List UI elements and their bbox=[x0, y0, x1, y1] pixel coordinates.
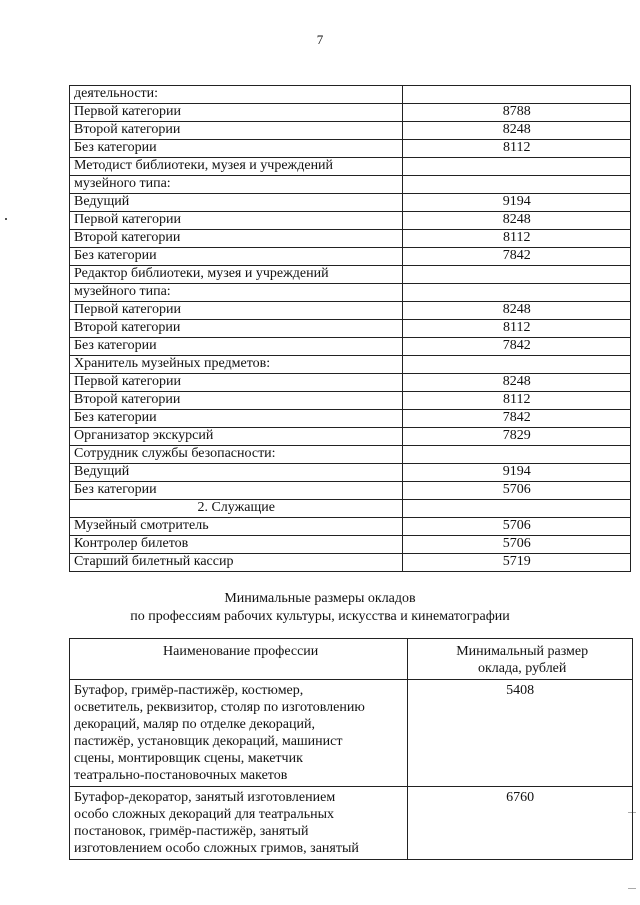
position-label: Без категории bbox=[70, 482, 403, 500]
table-row bbox=[70, 320, 631, 338]
profession-name-line: осветитель, реквизитор, столяр по изготовлению bbox=[74, 700, 365, 715]
salary-value: 5706 bbox=[403, 518, 631, 536]
header-min-salary bbox=[408, 639, 633, 680]
table-row bbox=[70, 302, 631, 320]
section-label: 2. Служащие bbox=[70, 500, 403, 518]
position-label: Второй категории bbox=[70, 392, 403, 410]
table-row bbox=[70, 428, 631, 446]
profession-name-line: пастижёр, установщик декораций, машинист bbox=[74, 734, 343, 749]
table-row bbox=[70, 410, 631, 428]
header-min-salary-line-1: Минимальный размер bbox=[456, 644, 589, 659]
position-label: Первой категории bbox=[70, 374, 403, 392]
salary-value: 8248 bbox=[403, 122, 631, 140]
salary-value: 5719 bbox=[403, 554, 631, 572]
table-row bbox=[70, 787, 633, 860]
profession-name-line: изготовлением особо сложных гримов, занятый bbox=[74, 841, 359, 856]
table-row bbox=[70, 248, 631, 266]
salary-value: 8112 bbox=[403, 320, 631, 338]
salary-value: 8248 bbox=[403, 374, 631, 392]
table-row bbox=[70, 176, 631, 194]
salary-value: 8112 bbox=[403, 230, 631, 248]
table-row bbox=[70, 464, 631, 482]
position-label: Редактор библиотеки, музея и учреждений bbox=[70, 266, 403, 284]
position-label: Без категории bbox=[70, 248, 403, 266]
salary-value: 7842 bbox=[403, 338, 631, 356]
salary-value: 6760 bbox=[408, 787, 633, 860]
profession-name bbox=[70, 787, 408, 860]
profession-name bbox=[70, 680, 408, 787]
section-row bbox=[70, 500, 631, 518]
salary-value: 8788 bbox=[403, 104, 631, 122]
table-row bbox=[70, 680, 633, 787]
salary-value bbox=[403, 176, 631, 194]
salary-value bbox=[403, 158, 631, 176]
salary-value: 7842 bbox=[403, 248, 631, 266]
page-number: 7 bbox=[316, 32, 324, 47]
salary-value bbox=[403, 284, 631, 302]
position-label: Контролер билетов bbox=[70, 536, 403, 554]
position-label: Второй категории bbox=[70, 320, 403, 338]
table-row bbox=[70, 104, 631, 122]
salary-value: 7842 bbox=[403, 410, 631, 428]
positions-salary-table-body bbox=[70, 86, 631, 572]
table-row bbox=[70, 266, 631, 284]
salary-value bbox=[403, 86, 631, 104]
table-row bbox=[70, 338, 631, 356]
position-label: Ведущий bbox=[70, 464, 403, 482]
salary-value: 8248 bbox=[403, 302, 631, 320]
profession-name-line: особо сложных декораций для театральных bbox=[74, 807, 335, 822]
position-label: Методист библиотеки, музея и учреждений bbox=[70, 158, 403, 176]
header-profession-label: Наименование профессии bbox=[163, 644, 319, 659]
salary-value: 5706 bbox=[403, 536, 631, 554]
salary-value: 7829 bbox=[403, 428, 631, 446]
header-profession-name bbox=[70, 639, 408, 680]
salary-value: 8248 bbox=[403, 212, 631, 230]
salary-value bbox=[403, 500, 631, 518]
section-heading-line-1: Минимальные размеры окладов bbox=[224, 591, 416, 606]
position-label: Второй категории bbox=[70, 122, 403, 140]
position-label: Музейный смотритель bbox=[70, 518, 403, 536]
table-row bbox=[70, 230, 631, 248]
professions-salary-table bbox=[69, 638, 633, 860]
profession-name-line: Бутафор-декоратор, занятый изготовлением bbox=[74, 790, 336, 805]
profession-name-line: Бутафор, гримёр-пастижёр, костюмер, bbox=[74, 683, 304, 698]
table-row bbox=[70, 140, 631, 158]
table-row bbox=[70, 554, 631, 572]
table-row bbox=[70, 158, 631, 176]
positions-salary-table bbox=[69, 85, 631, 572]
table-row bbox=[70, 374, 631, 392]
position-label: Первой категории bbox=[70, 104, 403, 122]
salary-value: 5706 bbox=[403, 482, 631, 500]
position-label: Без категории bbox=[70, 140, 403, 158]
salary-value bbox=[403, 266, 631, 284]
position-label: Второй категории bbox=[70, 230, 403, 248]
profession-name-line: театрально-постановочных макетов bbox=[74, 768, 288, 783]
table-row bbox=[70, 536, 631, 554]
table-row bbox=[70, 122, 631, 140]
section-heading-line-2: по профессиям рабочих культуры, искусства и кинематографии bbox=[130, 609, 510, 624]
position-label: музейного типа: bbox=[70, 176, 403, 194]
salary-value: 8112 bbox=[403, 140, 631, 158]
table-row bbox=[70, 392, 631, 410]
position-label: Без категории bbox=[70, 410, 403, 428]
table-row bbox=[70, 482, 631, 500]
table-row bbox=[70, 518, 631, 536]
position-label: Первой категории bbox=[70, 212, 403, 230]
table-header-row bbox=[70, 639, 633, 680]
header-min-salary-line-2: оклада, рублей bbox=[477, 661, 567, 676]
profession-name-line: постановок, гримёр-пастижёр, занятый bbox=[74, 824, 309, 839]
position-label: Хранитель музейных предметов: bbox=[70, 356, 403, 374]
position-label: Организатор экскурсий bbox=[70, 428, 403, 446]
scan-speck bbox=[5, 218, 7, 220]
table-row bbox=[70, 194, 631, 212]
position-label: Первой категории bbox=[70, 302, 403, 320]
salary-value bbox=[403, 446, 631, 464]
table-row bbox=[70, 86, 631, 104]
table-row bbox=[70, 212, 631, 230]
salary-value: 9194 bbox=[403, 194, 631, 212]
profession-name-line: сцены, монтировщик сцены, макетчик bbox=[74, 751, 303, 766]
position-label: деятельности: bbox=[70, 86, 403, 104]
position-label: Ведущий bbox=[70, 194, 403, 212]
scan-edge-mark bbox=[628, 888, 636, 889]
table-row bbox=[70, 356, 631, 374]
profession-name-line: декораций, маляр по отделке декораций, bbox=[74, 717, 315, 732]
table-row bbox=[70, 446, 631, 464]
salary-value bbox=[403, 356, 631, 374]
professions-salary-table-body bbox=[70, 680, 633, 860]
position-label: Сотрудник службы безопасности: bbox=[70, 446, 403, 464]
position-label: Без категории bbox=[70, 338, 403, 356]
salary-value: 8112 bbox=[403, 392, 631, 410]
position-label: музейного типа: bbox=[70, 284, 403, 302]
salary-value: 9194 bbox=[403, 464, 631, 482]
table-row bbox=[70, 284, 631, 302]
position-label: Старший билетный кассир bbox=[70, 554, 403, 572]
salary-value: 5408 bbox=[408, 680, 633, 787]
